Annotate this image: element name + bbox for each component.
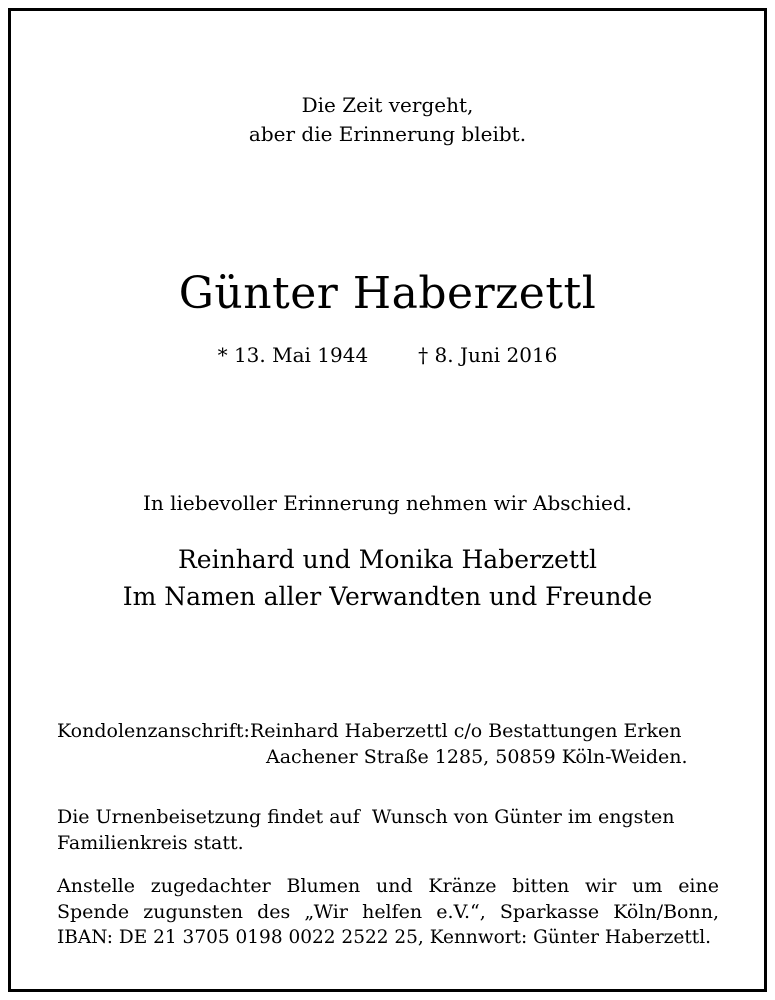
motto bbox=[11, 91, 764, 149]
obituary-frame bbox=[8, 8, 767, 992]
condolence-row-1 bbox=[57, 718, 719, 744]
condolence-address bbox=[57, 718, 719, 770]
deceased-name: Günter Haberzettl bbox=[178, 268, 597, 319]
farewell-text: In liebevoller Erinnerung nehmen wir Abschied. bbox=[143, 491, 632, 515]
mourners-line-2: Im Namen aller Verwandten und Freunde bbox=[122, 582, 653, 611]
burial-line-2: Familienkreis statt. bbox=[57, 832, 244, 854]
burial-line-1: Die Urnenbeisetzung findet auf Wunsch von Günter im engsten bbox=[57, 806, 675, 828]
motto-line-1: Die Zeit vergeht, bbox=[301, 93, 474, 117]
condolence-address-2: Aachener Straße 1285, 50859 Köln-Weiden. bbox=[266, 746, 688, 768]
donation-line-2: Spende zugunsten des „Wir helfen e.V.“, Sparkasse Köln/Bonn, bbox=[57, 901, 719, 923]
condolence-address-1: Reinhard Haberzettl c/o Bestattungen Erken bbox=[249, 720, 682, 742]
life-dates bbox=[11, 341, 764, 369]
death-date: † 8. Juni 2016 bbox=[418, 343, 558, 367]
condolence-label: Kondolenzanschrift: bbox=[57, 720, 250, 742]
donation-line-3: IBAN: DE 21 3705 0198 0022 2522 25, Kennwort: Günter Haberzettl. bbox=[57, 927, 712, 948]
birth-date: * 13. Mai 1944 bbox=[217, 343, 369, 367]
mourners bbox=[11, 541, 764, 615]
mourners-line-1: Reinhard und Monika Haberzettl bbox=[177, 545, 598, 574]
donation-line-1: Anstelle zugedachter Blumen und Kränze bitten wir um eine bbox=[57, 875, 719, 897]
donation-notice bbox=[57, 873, 719, 951]
burial-notice bbox=[57, 804, 719, 856]
motto-line-2: aber die Erinnerung bleibt. bbox=[248, 122, 527, 146]
